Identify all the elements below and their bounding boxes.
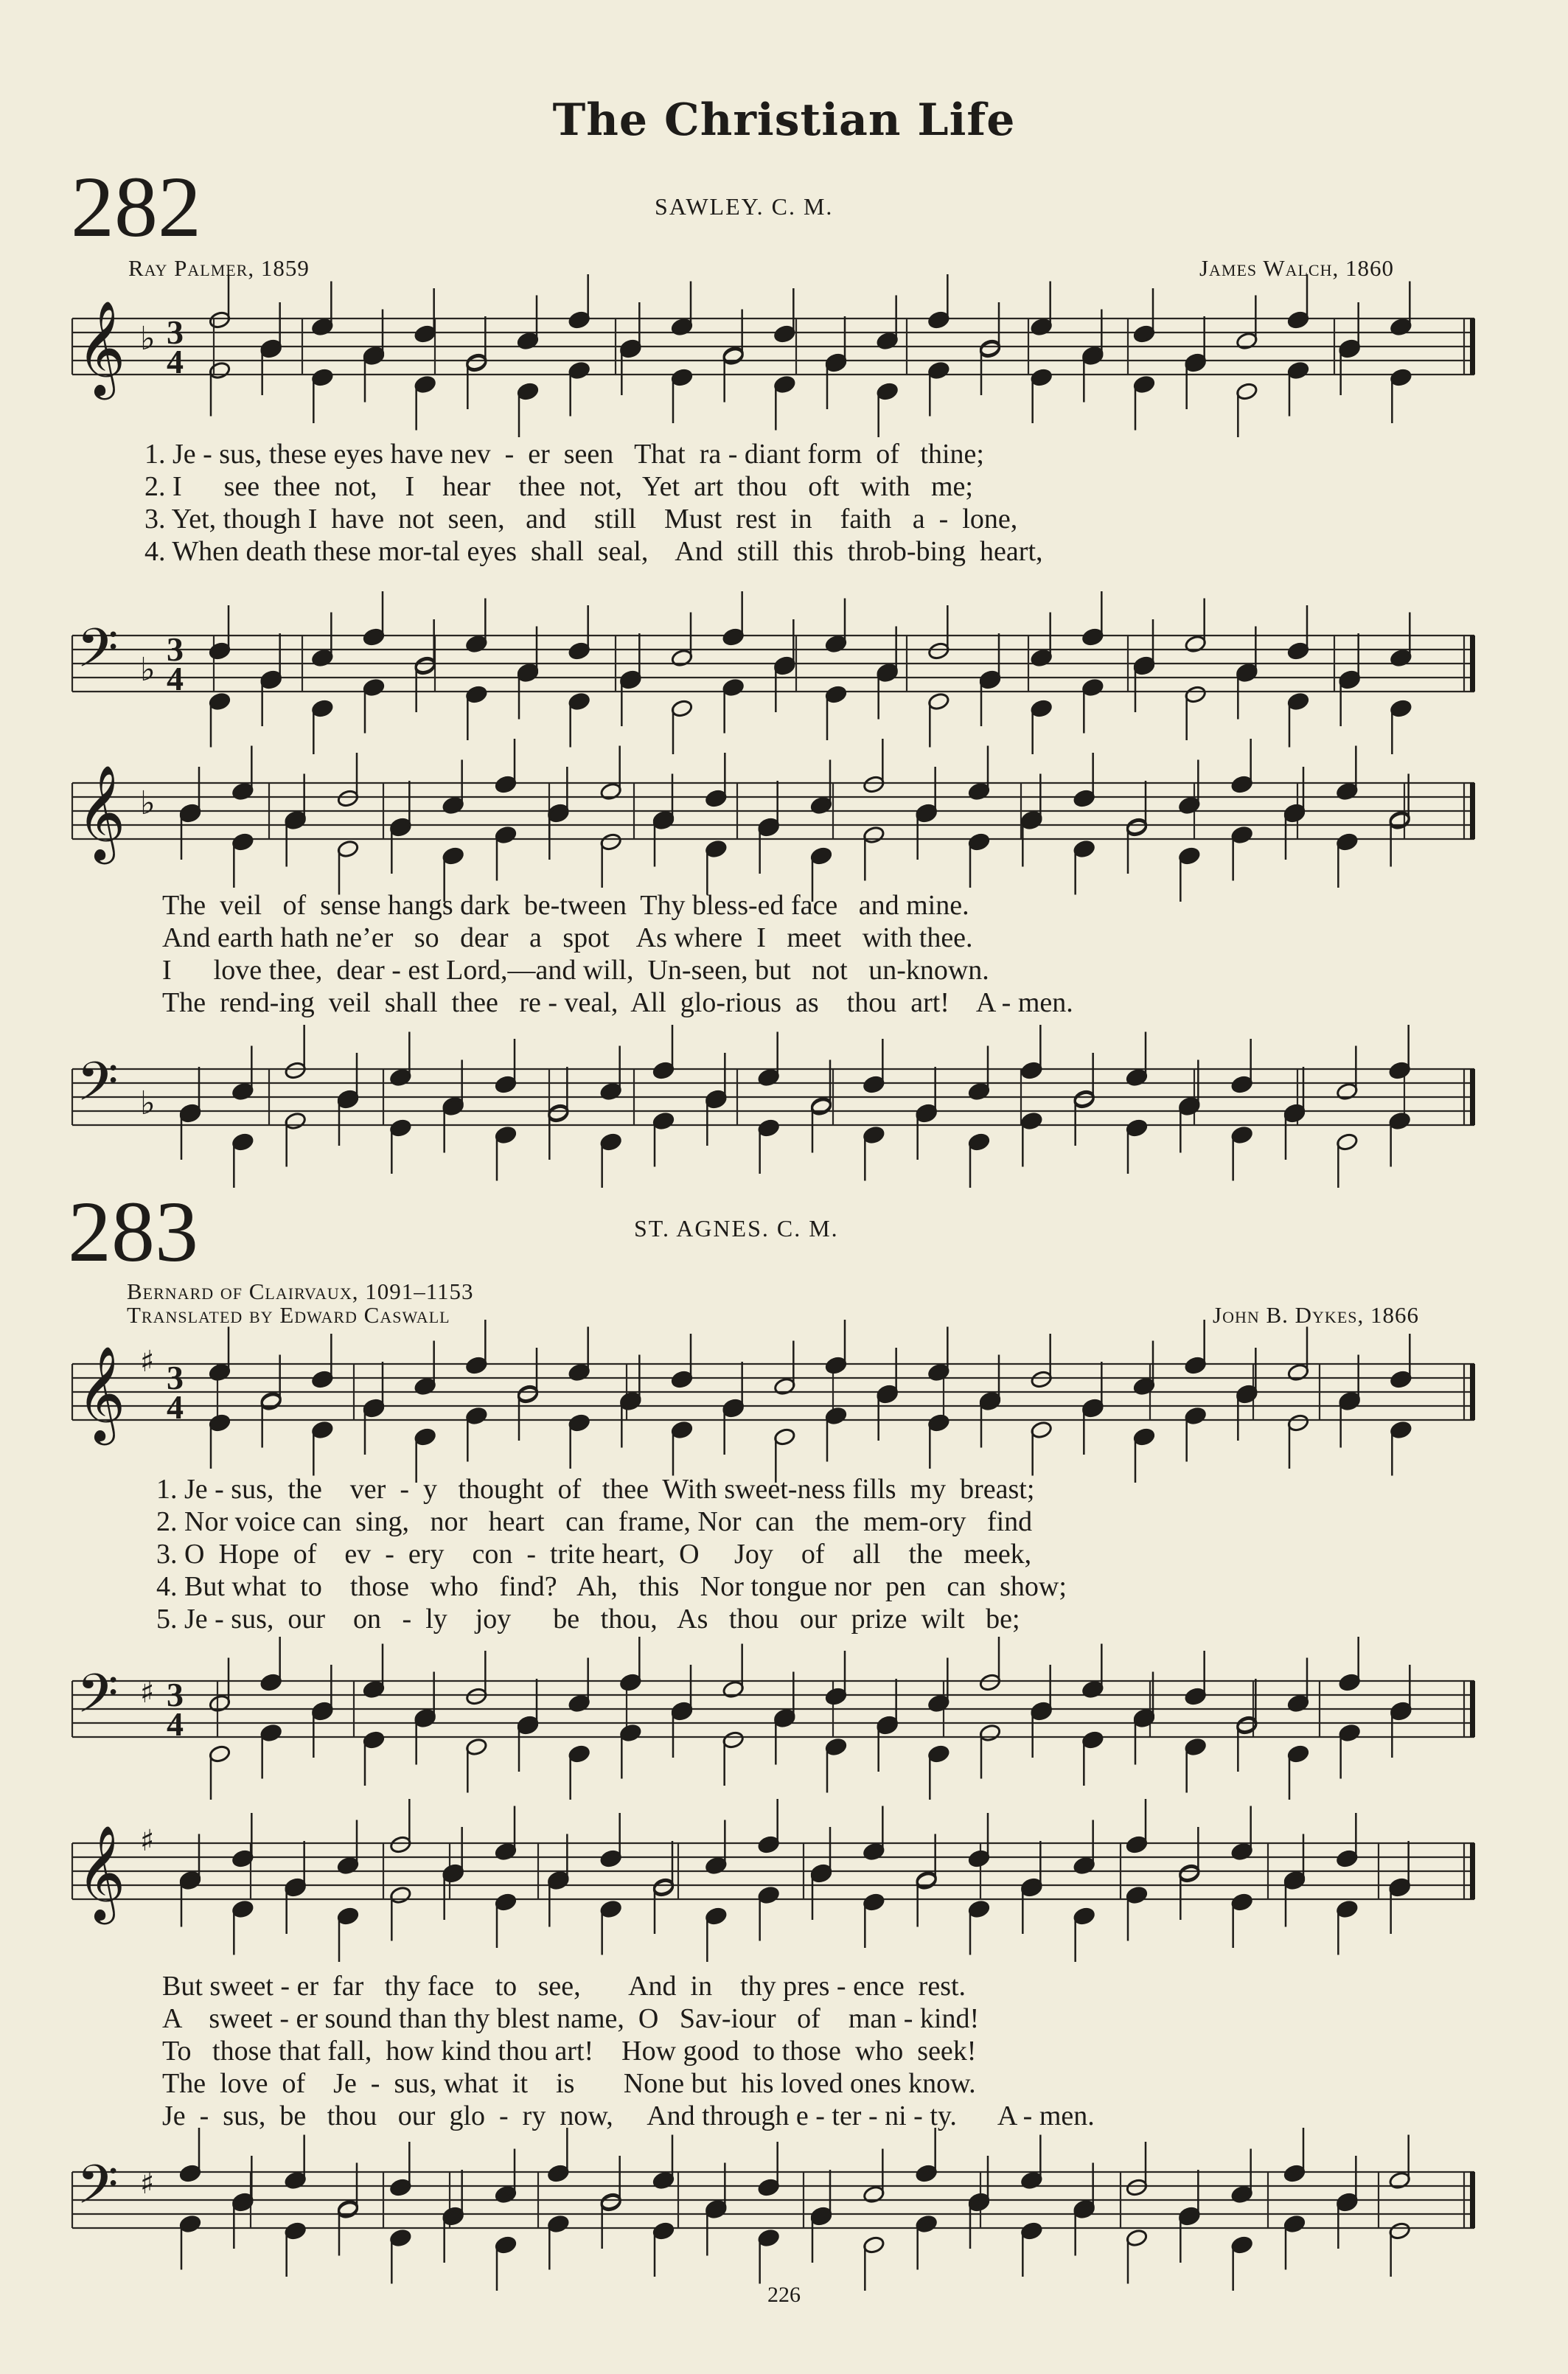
treble-clef-icon: 𝄞	[77, 765, 126, 860]
note-head	[1030, 649, 1053, 668]
note-head	[1073, 840, 1095, 859]
note-head	[284, 2171, 307, 2190]
verse-line: The love of Je - sus, what it is None but his loved ones know.	[162, 2068, 976, 2099]
verse-line: The rend-ing veil shall thee re - veal, All glo-rious as thou art! A - men.	[162, 987, 1073, 1018]
note-head	[465, 635, 488, 654]
note-head	[363, 627, 386, 647]
note-head	[284, 1112, 307, 1131]
translator-credit: Translated by Edward Caswall	[127, 1302, 450, 1328]
note-head	[495, 1893, 518, 1912]
note-head	[337, 1907, 360, 1926]
verse-line: But sweet - er far thy face to see, And in thy pres - ence rest.	[162, 1971, 966, 2002]
note-head	[810, 796, 833, 815]
note-head	[1073, 1856, 1095, 1876]
time-signature-denominator: 4	[167, 660, 184, 697]
verse-line: A sweet - er sound than thy blest name, O Sav-iour of man - kind!	[162, 2003, 980, 2034]
note-head	[1126, 1118, 1149, 1138]
note-head	[968, 832, 991, 852]
note-head	[599, 1900, 622, 1919]
note-head	[209, 1363, 231, 1382]
note-head	[705, 1907, 728, 1926]
treble-clef-icon: 𝄞	[77, 1346, 126, 1441]
note-head	[442, 846, 464, 866]
author-credit: Bernard of Clairvaux, 1091–1153	[127, 1278, 474, 1304]
note-head	[1390, 699, 1412, 718]
note-head	[209, 310, 231, 330]
note-head	[773, 375, 796, 394]
note-head	[231, 782, 254, 801]
note-head	[652, 1061, 675, 1080]
page-number: 226	[767, 2283, 801, 2307]
lyrics-block-1	[144, 438, 1043, 568]
note-head	[1073, 1907, 1095, 1926]
note-head	[1133, 1377, 1156, 1396]
final-barline	[1470, 2172, 1475, 2228]
note-head	[1133, 1427, 1156, 1447]
note-head	[1287, 1413, 1310, 1433]
note-head	[876, 332, 899, 351]
note-head	[1230, 1126, 1253, 1145]
note-head	[389, 1068, 412, 1087]
note-head	[927, 1694, 950, 1713]
note-head	[465, 1407, 488, 1426]
time-signature-numerator: 3	[167, 1676, 184, 1713]
note-head	[231, 1132, 254, 1152]
bass-clef-icon: 𝄢	[77, 1662, 119, 1738]
note-head	[705, 840, 728, 859]
note-head	[337, 789, 360, 808]
verse-line: And earth hath ne’er so dear a spot As where I meet with thee.	[162, 922, 973, 953]
note-head	[1336, 1082, 1359, 1101]
time-signature-denominator: 4	[167, 1705, 184, 1743]
note-head	[1287, 310, 1310, 330]
flat-icon: ♭	[140, 320, 156, 358]
composer-credit: John B. Dykes, 1866	[1213, 1302, 1419, 1328]
verse-line: 3. O Hope of ev - ery con - trite heart, O Joy of all the meek,	[156, 1539, 1032, 1570]
note-head	[968, 1082, 991, 1101]
note-head	[671, 649, 694, 668]
note-head	[599, 1132, 622, 1152]
note-head	[1287, 692, 1310, 711]
note-head	[1030, 318, 1053, 337]
note-head	[915, 2215, 938, 2234]
verse-line: 4. But what to those who find? Ah, this Nor tongue nor pen can show;	[156, 1571, 1067, 1602]
final-barline	[1470, 1843, 1475, 1899]
note-head	[284, 1061, 307, 1080]
author-credit: Ray Palmer, 1859	[128, 255, 310, 281]
note-head	[414, 324, 436, 344]
note-head	[1020, 1112, 1043, 1131]
note-head	[231, 1082, 254, 1101]
note-head	[209, 1694, 231, 1713]
note-head	[927, 1363, 950, 1382]
note-head	[259, 1724, 282, 1743]
note-head	[1230, 775, 1253, 794]
note-head	[1184, 635, 1207, 654]
note-head	[311, 699, 334, 718]
note-head	[773, 324, 796, 344]
note-head	[1030, 368, 1053, 387]
verse-line: 1. Je - sus, these eyes have nev - er seen That ra - diant form of thine;	[144, 439, 984, 470]
note-head	[568, 361, 590, 380]
note-head	[1236, 332, 1258, 351]
note-head	[968, 1900, 991, 1919]
note-head	[414, 1377, 436, 1396]
note-head	[209, 1744, 231, 1764]
verse-line: The veil of sense hangs dark be-tween Thy bless-ed face and mine.	[162, 890, 969, 921]
note-head	[1184, 1356, 1207, 1375]
note-head	[1236, 382, 1258, 401]
note-head	[863, 826, 885, 845]
note-head	[209, 1413, 231, 1433]
tune-name: ST. AGNES. C. M.	[634, 1215, 839, 1242]
verse-line: I love thee, dear - est Lord,—and will, Un-seen, but not un-known.	[162, 955, 989, 986]
note-head	[652, 2221, 675, 2241]
note-head	[1081, 1730, 1104, 1750]
note-head	[337, 840, 360, 859]
note-head	[1126, 1068, 1149, 1087]
note-head	[568, 1413, 590, 1433]
note-head	[1336, 782, 1359, 801]
note-head	[599, 782, 622, 801]
note-head	[231, 832, 254, 852]
verse-line: 4. When death these mor-tal eyes shall seal, And still this throb-bing heart,	[144, 536, 1043, 567]
note-head	[722, 1730, 745, 1750]
note-head	[1133, 375, 1156, 394]
note-head	[927, 641, 950, 661]
lyrics-block-3	[156, 1473, 1067, 1635]
note-head	[863, 1842, 885, 1862]
note-head	[1230, 1842, 1253, 1862]
note-head	[968, 1849, 991, 1868]
note-head	[209, 361, 231, 380]
note-head	[1126, 1886, 1149, 1905]
note-head	[495, 2185, 518, 2204]
note-head	[927, 1413, 950, 1433]
note-head	[1230, 2235, 1253, 2255]
note-head	[517, 332, 540, 351]
time-signature-denominator: 4	[167, 343, 184, 380]
note-head	[1287, 1363, 1310, 1382]
note-head	[568, 310, 590, 330]
note-head	[1073, 789, 1095, 808]
note-head	[1081, 627, 1104, 647]
note-head	[495, 1842, 518, 1862]
note-head	[773, 1377, 796, 1396]
note-head	[568, 1694, 590, 1713]
verse-line: 1. Je - sus, the ver - y thought of thee With sweet-ness fills my breast;	[156, 1474, 1035, 1505]
flat-icon: ♭	[140, 1085, 156, 1122]
note-head	[568, 1744, 590, 1764]
note-head	[209, 641, 231, 661]
note-head	[979, 1724, 1002, 1743]
note-head	[547, 2164, 570, 2183]
note-head	[1230, 1075, 1253, 1094]
final-barline	[1470, 636, 1475, 692]
note-head	[1390, 318, 1412, 337]
final-barline	[1470, 1364, 1475, 1420]
note-head	[1020, 2171, 1043, 2190]
note-head	[1184, 1738, 1207, 1757]
hymn-number: 282	[71, 159, 201, 255]
note-head	[825, 1738, 848, 1757]
note-head	[1388, 1061, 1411, 1080]
note-head	[979, 1673, 1002, 1692]
note-head	[311, 1421, 334, 1440]
note-head	[863, 2235, 885, 2255]
note-head	[757, 2229, 780, 2248]
note-head	[599, 1082, 622, 1101]
note-head	[1030, 1370, 1053, 1389]
time-signature-numerator: 3	[167, 630, 184, 668]
note-head	[465, 1687, 488, 1706]
note-head	[968, 1132, 991, 1152]
final-barline	[1470, 783, 1475, 839]
sharp-icon: ♯	[140, 1676, 155, 1710]
note-head	[1184, 685, 1207, 704]
note-head	[311, 649, 334, 668]
note-head	[825, 685, 848, 704]
bass-clef-icon: 𝄢	[77, 1050, 119, 1126]
note-head	[757, 1886, 780, 1905]
note-head	[825, 635, 848, 654]
note-head	[209, 692, 231, 711]
note-head	[652, 2171, 675, 2190]
note-head	[619, 1724, 642, 1743]
note-head	[179, 2164, 202, 2183]
note-head	[1230, 826, 1253, 845]
note-head	[1388, 2221, 1411, 2241]
note-head	[825, 1356, 848, 1375]
note-head	[757, 1068, 780, 1087]
note-head	[863, 775, 885, 794]
sharp-icon: ♯	[140, 2167, 155, 2201]
verse-line: Je - sus, be thou our glo - ry now, And through e - ter - ni - ty. A - men.	[162, 2100, 1095, 2131]
treble-clef-icon: 𝄞	[77, 300, 126, 396]
note-head	[671, 1421, 694, 1440]
note-head	[927, 361, 950, 380]
time-signature-numerator: 3	[167, 1359, 184, 1396]
note-head	[1020, 1061, 1043, 1080]
verse-line: 2. Nor voice can sing, nor heart can frame, Nor can the mem-ory find	[156, 1506, 1033, 1537]
note-head	[568, 1363, 590, 1382]
note-head	[389, 1118, 412, 1138]
note-head	[284, 2221, 307, 2241]
note-head	[547, 2215, 570, 2234]
note-head	[705, 789, 728, 808]
note-head	[671, 318, 694, 337]
note-head	[876, 382, 899, 401]
note-head	[1283, 2215, 1306, 2234]
note-head	[757, 1118, 780, 1138]
note-head	[1126, 1835, 1149, 1854]
bass-clef-icon: 𝄢	[77, 2153, 119, 2229]
section-title: The Christian Life	[552, 94, 1016, 146]
note-head	[311, 368, 334, 387]
lyrics-block-4	[162, 1970, 1095, 2132]
note-head	[671, 368, 694, 387]
time-signature-denominator: 4	[167, 1388, 184, 1426]
note-head	[863, 1075, 885, 1094]
note-head	[705, 1856, 728, 1876]
note-head	[1178, 796, 1201, 815]
note-head	[1230, 1893, 1253, 1912]
note-head	[442, 796, 464, 815]
note-head	[1287, 641, 1310, 661]
hymn-number: 283	[68, 1183, 198, 1280]
note-head	[1184, 1407, 1207, 1426]
note-head	[311, 318, 334, 337]
note-head	[1287, 361, 1310, 380]
note-head	[259, 1673, 282, 1692]
note-head	[927, 692, 950, 711]
note-head	[863, 2185, 885, 2204]
tune-name: SAWLEY. C. M.	[655, 193, 834, 220]
note-head	[1338, 1724, 1361, 1743]
note-head	[495, 775, 518, 794]
note-head	[927, 1744, 950, 1764]
note-head	[915, 2164, 938, 2183]
note-head	[414, 1427, 436, 1447]
verse-line: 5. Je - sus, our on - ly joy be thou, As thou our prize wilt be;	[156, 1604, 1020, 1635]
note-head	[1030, 1421, 1053, 1440]
note-head	[1020, 2221, 1043, 2241]
note-head	[1184, 1687, 1207, 1706]
note-head	[231, 1900, 254, 1919]
note-head	[389, 2229, 412, 2248]
note-head	[1230, 2185, 1253, 2204]
note-head	[363, 1730, 386, 1750]
final-barline	[1470, 1069, 1475, 1125]
time-signature-numerator: 3	[167, 313, 184, 351]
note-head	[1336, 1849, 1359, 1868]
note-head	[389, 1886, 412, 1905]
note-head	[1388, 1112, 1411, 1131]
note-head	[1287, 1744, 1310, 1764]
note-head	[825, 1687, 848, 1706]
note-head	[389, 2178, 412, 2197]
note-head	[810, 846, 833, 866]
note-head	[363, 1680, 386, 1699]
note-head	[311, 1370, 334, 1389]
note-head	[1178, 846, 1201, 866]
final-barline	[1470, 1681, 1475, 1737]
note-head	[722, 1680, 745, 1699]
flat-icon: ♭	[140, 651, 156, 689]
note-head	[179, 2215, 202, 2234]
flat-icon: ♭	[140, 784, 156, 822]
verse-line: To those that fall, how kind thou art! How good to those who seek!	[162, 2036, 977, 2067]
note-head	[1030, 699, 1053, 718]
note-head	[465, 685, 488, 704]
note-head	[1390, 649, 1412, 668]
note-head	[1336, 1900, 1359, 1919]
note-head	[363, 678, 386, 697]
note-head	[1081, 678, 1104, 697]
sharp-icon: ♯	[140, 1345, 155, 1379]
note-head	[968, 782, 991, 801]
note-head	[722, 627, 745, 647]
verse-line: 2. I see thee not, I hear thee not, Yet art thou oft with me;	[144, 471, 973, 502]
note-head	[825, 1407, 848, 1426]
note-head	[495, 1075, 518, 1094]
note-head	[863, 1893, 885, 1912]
treble-clef-icon: 𝄞	[77, 1825, 126, 1921]
note-head	[389, 1835, 412, 1854]
note-head	[1283, 2164, 1306, 2183]
note-head	[1336, 832, 1359, 852]
note-head	[517, 382, 540, 401]
note-head	[773, 1427, 796, 1447]
sharp-icon: ♯	[140, 1824, 155, 1858]
note-head	[671, 1370, 694, 1389]
note-head	[863, 1126, 885, 1145]
note-head	[495, 2235, 518, 2255]
note-head	[1081, 1680, 1104, 1699]
note-head	[599, 1849, 622, 1868]
note-head	[619, 1673, 642, 1692]
verse-line: 3. Yet, though I have not seen, and still Must rest in faith a - lone,	[144, 504, 1018, 535]
note-head	[495, 1126, 518, 1145]
note-head	[568, 692, 590, 711]
note-head	[599, 832, 622, 852]
note-head	[465, 1356, 488, 1375]
lyrics-block-2	[162, 889, 1073, 1019]
note-head	[337, 1856, 360, 1876]
note-head	[1390, 368, 1412, 387]
note-head	[927, 310, 950, 330]
note-head	[1336, 1132, 1359, 1152]
note-head	[1287, 1694, 1310, 1713]
note-head	[1390, 1370, 1412, 1389]
note-head	[414, 375, 436, 394]
final-barline	[1470, 318, 1475, 375]
composer-credit: James Walch, 1860	[1199, 255, 1394, 281]
bass-clef-icon: 𝄢	[77, 616, 119, 692]
note-head	[671, 699, 694, 718]
note-head	[1126, 2229, 1149, 2248]
note-head	[568, 641, 590, 661]
note-head	[757, 2178, 780, 2197]
note-head	[495, 826, 518, 845]
note-head	[1390, 1421, 1412, 1440]
note-head	[1133, 324, 1156, 344]
note-head	[757, 1835, 780, 1854]
note-head	[1338, 1673, 1361, 1692]
note-head	[1388, 2171, 1411, 2190]
note-head	[465, 1738, 488, 1757]
note-head	[722, 678, 745, 697]
note-head	[652, 1112, 675, 1131]
note-head	[1126, 2178, 1149, 2197]
